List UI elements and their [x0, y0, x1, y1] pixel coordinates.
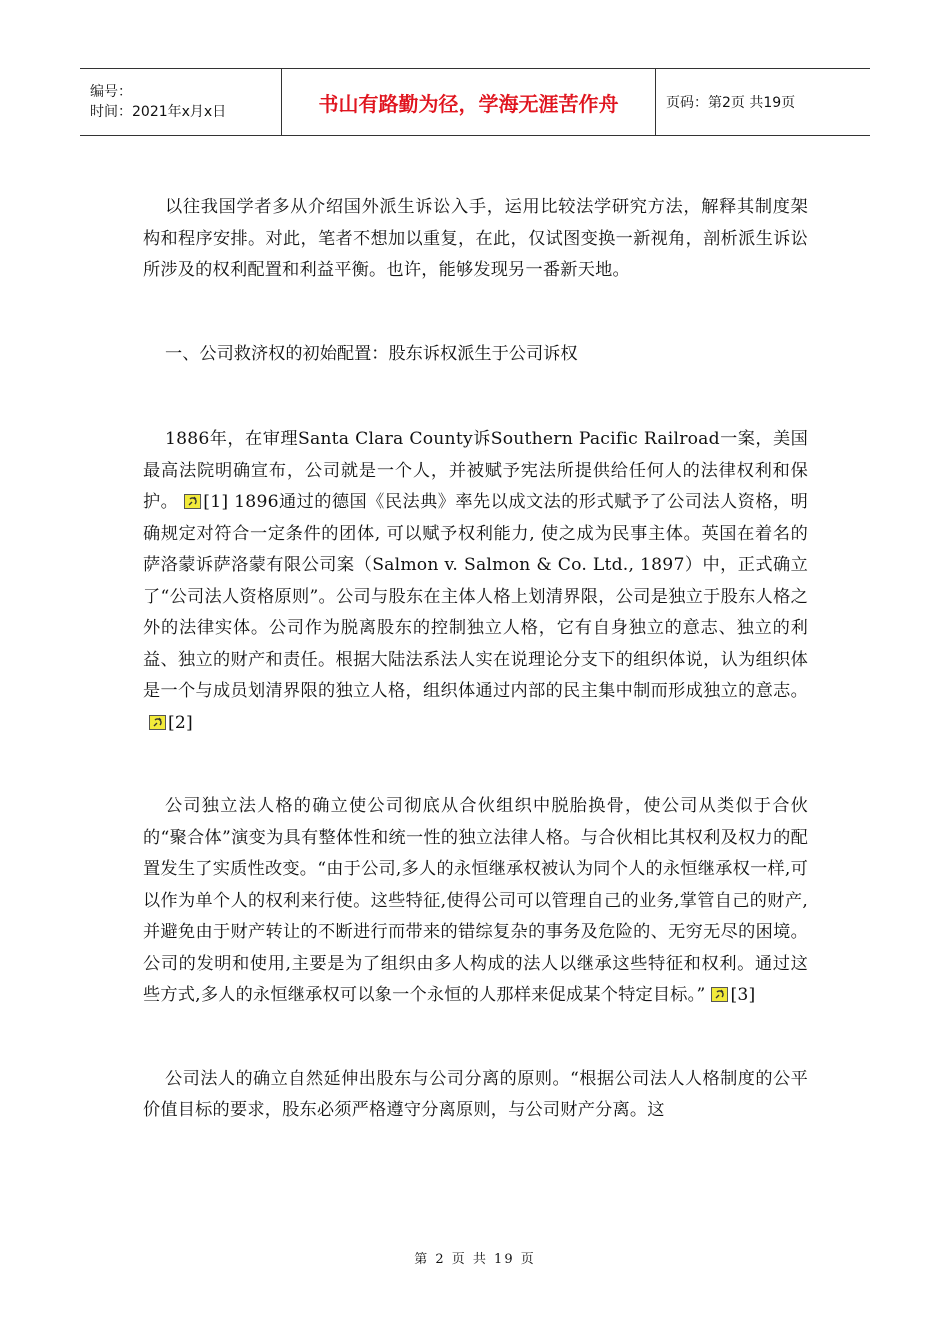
footnote-ref[interactable]: [1] — [203, 492, 229, 512]
motto-text: 书山有路勤为径，学海无涯苦作舟 — [318, 91, 619, 116]
footnote-ref[interactable]: [2] — [168, 712, 193, 733]
footnote-link-icon[interactable] — [184, 494, 201, 509]
paragraph-text: 1886年，在审理Santa Clara County诉Southern Pacific Railroad一案，美国最高法院明确宣布，公司就是一个人，并被赋予宪法所提供给任何人的法律权利和保护。 — [143, 429, 808, 512]
paragraph-independent-personality — [143, 791, 808, 1012]
page-number-label: 页码：第2页 共19页 — [666, 95, 796, 111]
header-page-info — [656, 69, 870, 135]
paragraph-intro: 以往我国学者多从介绍国外派生诉讼入手，运用比较法学研究方法，解释其制度架构和程序安排。对此，笔者不想加以重复，在此，仅试图变换一新视角，剖析派生诉讼所涉及的权利配置和利益平衡。也许，能够发现另一番新天地。 — [143, 197, 808, 280]
document-body — [143, 192, 808, 1127]
paragraph-text: 1896通过的德国《民法典》率先以成文法的形式赋予了公司法人资格，明确规定对符合一定条件的团体, 可以赋予权利能力, 使之成为民事主体。英国在着名的萨洛蒙诉萨洛蒙有限公司案（Salmon v. Salmon & Co. Ltd., 1897）中，正式确立了“公司法人资格原则”。公司与股东在主体人格上划清界限，公司是独立于股东人格之外的法律实体。公司作为脱离股东的控制独立人格，它有自身独立的意志、独立的利益、独立的财产和责任。根据大陆法系法人实在说理论分支下的组织体说，认为组织体是一个与成员划清界限的独立人格，组织体通过内部的民主集中制而形成独立的意志。 — [143, 492, 808, 701]
footnote-link-icon[interactable] — [149, 715, 166, 730]
header-meta — [80, 69, 282, 135]
footnote-ref[interactable]: [3] — [730, 985, 756, 1005]
paragraph-separation-principle: 公司法人的确立自然延伸出股东与公司分离的原则。“根据公司法人人格制度的公平价值目标的要求，股东必须严格遵守分离原则，与公司财产分离。这 — [143, 1068, 808, 1120]
footer-page-number: 第 2 页 共 19 页 — [414, 1252, 536, 1267]
page-header — [80, 68, 870, 136]
page-footer — [0, 1248, 950, 1267]
document-time-label: 时间：2021年x月x日 — [90, 104, 227, 120]
paragraph-corporate-personality — [143, 424, 808, 739]
section-heading: 一、公司救济权的初始配置：股东诉权派生于公司诉权 — [165, 343, 578, 364]
footnote-link-icon[interactable] — [711, 987, 728, 1002]
header-motto — [282, 69, 656, 135]
paragraph-text: 公司独立法人格的确立使公司彻底从合伙组织中脱胎换骨，使公司从类似于合伙的“聚合体”演变为具有整体性和统一性的独立法律人格。与合伙相比其权利及权力的配置发生了实质性改变。“由于公司,多人的永恒继承权被认为同个人的永恒继承权一样,可以作为单个人的权利来行使。这些特征,使得公司可以管理自己的业务,掌管自己的财产,并避免由于财产转让的不断进行而带来的错综复杂的事务及危险的、无穷无尽的困境。公司的发明和使用,主要是为了组织由多人构成的法人以继承这些特征和权利。通过这些方式,多人的永恒继承权可以象一个永恒的人那样来促成某个特定目标。” — [143, 796, 808, 1005]
document-number-label: 编号： — [90, 84, 132, 100]
